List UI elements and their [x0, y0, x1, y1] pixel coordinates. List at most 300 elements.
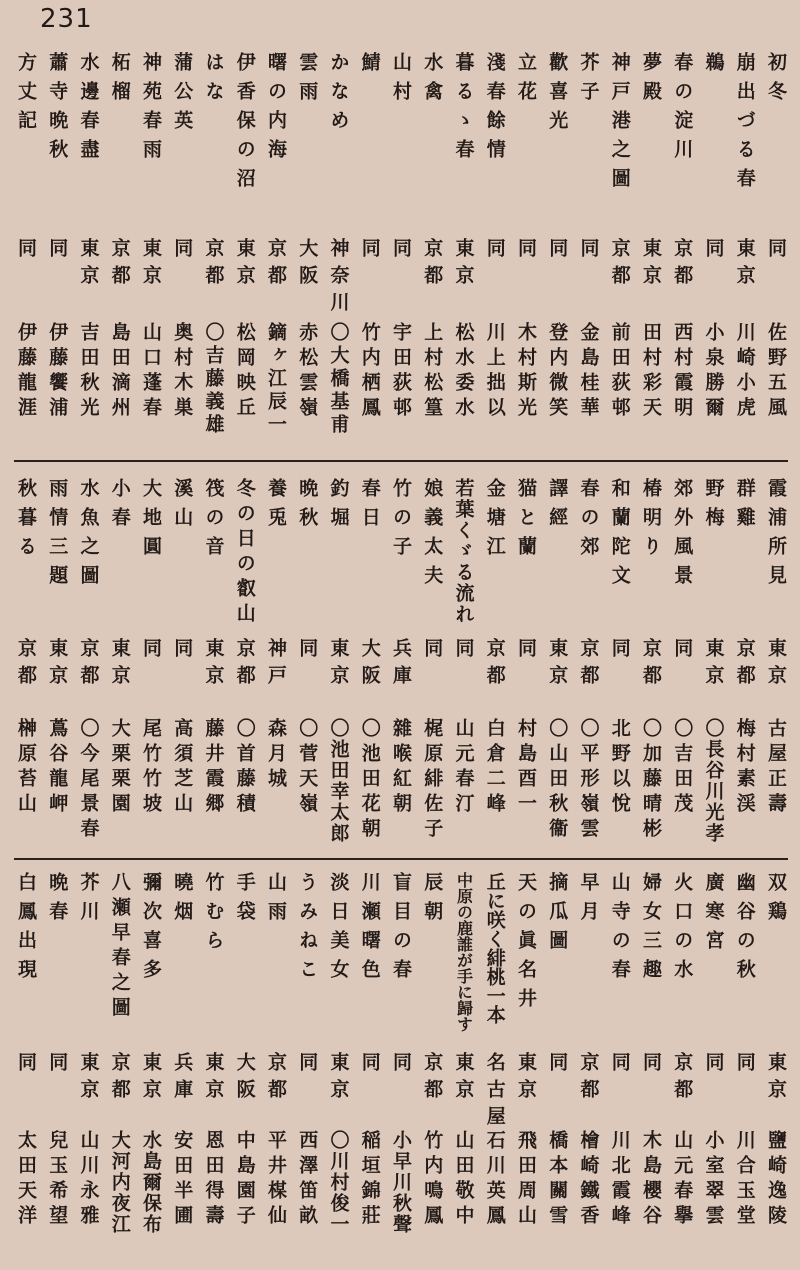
exhibit-entry	[731, 872, 759, 1232]
entry-author: 奥村木巣	[171, 322, 194, 422]
entry-place: 同	[46, 1052, 69, 1079]
entry-title: 手袋	[233, 872, 256, 930]
entry-author: 北野以悅	[608, 718, 631, 818]
entry-title: 神苑春雨	[140, 52, 162, 168]
entry-place: 同	[296, 638, 319, 665]
exhibit-entry	[231, 872, 259, 1232]
entry-title: 春の郊	[577, 478, 600, 565]
exhibit-entry	[168, 872, 196, 1232]
entry-author: 伊藤龍涯	[15, 322, 37, 422]
entry-author: 〇池田花朝	[358, 718, 381, 843]
section-divider	[14, 460, 788, 462]
entry-place: 同	[671, 638, 694, 665]
entry-title: 早月	[577, 872, 600, 930]
exhibit-entry	[700, 478, 728, 846]
exhibit-entry	[293, 478, 321, 846]
exhibit-entry	[387, 872, 415, 1235]
entry-title: 金塘江	[483, 478, 506, 565]
entry-author: 檜崎鐵香	[577, 1130, 600, 1230]
entry-title: 釣堀	[327, 478, 350, 536]
entry-author: 木島櫻谷	[640, 1130, 662, 1230]
entry-author: 金島桂華	[577, 322, 600, 422]
exhibit-entry	[481, 478, 509, 846]
entry-place: 東京	[702, 638, 725, 692]
exhibit-entry	[137, 478, 165, 846]
exhibit-entry	[137, 872, 165, 1235]
entry-place: 京都	[77, 638, 100, 692]
exhibit-entry	[637, 478, 665, 846]
entry-title: 八瀬早春之圖	[108, 872, 131, 1022]
entry-title: 立花	[515, 52, 537, 110]
entry-author: 〇山田秋衞	[546, 718, 569, 843]
exhibit-entry	[106, 478, 134, 846]
entry-place: 同	[483, 238, 506, 265]
entry-author: 登内微笑	[546, 322, 569, 422]
entry-place: 東京	[515, 1052, 537, 1106]
exhibit-entry	[481, 52, 509, 442]
entry-place: 東京	[327, 1052, 350, 1106]
entry-title: 淺春餘情	[483, 52, 506, 168]
entry-place: 東京	[546, 638, 569, 692]
exhibit-entry	[668, 872, 696, 1232]
entry-author: 小室翠雲	[702, 1130, 725, 1230]
entry-title: 芥子	[577, 52, 600, 110]
exhibit-entry	[762, 52, 790, 442]
entry-author: 佐野五風	[765, 322, 787, 422]
entry-title: 群雞	[733, 478, 756, 536]
exhibit-entry	[481, 872, 509, 1232]
exhibit-entry	[731, 52, 759, 442]
entry-place: 同	[608, 1052, 631, 1079]
exhibit-entry	[418, 872, 446, 1232]
entry-author: 水島爾保布	[140, 1130, 162, 1235]
exhibit-entry	[325, 478, 353, 846]
entry-title: 竹むら	[202, 872, 225, 959]
entry-place: 同	[452, 638, 475, 665]
exhibit-entry	[43, 52, 71, 442]
entry-author: 伊藤饗浦	[46, 322, 69, 422]
entry-place: 同	[15, 238, 37, 265]
entry-author: 太田天洋	[15, 1130, 37, 1230]
entry-author: 〇吉田茂	[671, 718, 694, 818]
exhibit-entry	[12, 872, 40, 1232]
entry-place: 東京	[77, 1052, 100, 1106]
exhibit-entry	[762, 478, 790, 846]
entry-title: 方丈記	[15, 52, 37, 139]
exhibit-entry	[75, 872, 103, 1232]
entry-author: 〇吉藤義雄	[202, 322, 225, 437]
exhibit-entry	[106, 52, 134, 442]
entry-title: 曉烟	[171, 872, 194, 930]
entry-place: 同	[733, 1052, 756, 1079]
entry-place: 京都	[733, 638, 756, 692]
exhibit-entry	[200, 872, 228, 1232]
entry-title: 歡喜光	[546, 52, 569, 139]
entry-title: うみねこ	[296, 872, 319, 988]
entry-place: 同	[640, 1052, 662, 1079]
exhibit-entry	[106, 872, 134, 1235]
section-divider	[14, 858, 788, 860]
entry-author: 鹽崎逸陵	[765, 1130, 787, 1230]
entry-place: 同	[358, 238, 381, 265]
entry-author: 稲垣錦莊	[358, 1130, 381, 1230]
entry-title: 晩秋	[296, 478, 319, 536]
entry-author: 〇平形嶺雲	[577, 718, 600, 843]
exhibit-entry	[450, 52, 478, 442]
entry-title: 辰朝	[421, 872, 444, 930]
entry-title: 雲雨	[296, 52, 319, 110]
exhibit-entry	[75, 478, 103, 846]
entry-title: 双鶏	[765, 872, 787, 930]
exhibit-entry	[293, 52, 321, 442]
entry-author: 梶原緋佐子	[421, 718, 444, 843]
entry-title: 春日	[358, 478, 381, 536]
entry-place: 同	[140, 638, 162, 665]
exhibit-entry	[606, 872, 634, 1232]
exhibit-list-section-2	[12, 478, 790, 846]
exhibit-entry	[543, 52, 571, 442]
exhibit-entry	[325, 52, 353, 442]
entry-title: 冬の日の叡山	[233, 478, 256, 628]
entry-place: 同	[171, 638, 194, 665]
entry-place: 同	[15, 1052, 37, 1079]
entry-title: 天の眞名井	[515, 872, 537, 1017]
entry-title: 雨情三題	[46, 478, 69, 594]
entry-author: 小泉勝爾	[702, 322, 725, 422]
entry-place: 東京	[46, 638, 69, 692]
entry-place: 同	[702, 238, 725, 265]
exhibit-entry	[762, 872, 790, 1232]
exhibit-entry	[262, 872, 290, 1232]
entry-author: 川合玉堂	[733, 1130, 756, 1230]
entry-title: 芥川	[77, 872, 100, 930]
entry-title: 蒲公英	[171, 52, 194, 139]
entry-author: 〇今尾景春	[77, 718, 100, 843]
entry-place: 同	[390, 1052, 412, 1079]
entry-author: 鏑ヶ江辰一	[265, 322, 287, 437]
entry-author: 松岡映丘	[233, 322, 256, 422]
exhibit-entry	[387, 52, 415, 442]
entry-author: 宇田荻邨	[390, 322, 412, 422]
entry-title: 大地圓	[140, 478, 162, 565]
exhibit-entry	[356, 872, 384, 1232]
entry-place: 京都	[233, 638, 256, 692]
entry-title: 若葉くゞる流れ	[452, 478, 475, 625]
entry-title: 川瀬曙色	[358, 872, 381, 988]
entry-title: 霞浦所見	[765, 478, 787, 594]
entry-title: 小春	[108, 478, 131, 536]
entry-author: 榊原苔山	[15, 718, 37, 818]
entry-author: 雜喉紅朝	[390, 718, 412, 818]
entry-title: 暮るゝ春	[452, 52, 475, 168]
entry-author: 〇池田幸太郎	[327, 718, 350, 844]
entry-title: 盲目の春	[390, 872, 412, 988]
entry-title: 丘に咲く緋桃一本	[483, 872, 506, 1024]
entry-title: 筏の音	[202, 478, 225, 565]
entry-place: 同	[358, 1052, 381, 1079]
entry-author: 平井楳仙	[265, 1130, 287, 1230]
entry-author: 大栗栗園	[108, 718, 131, 818]
entry-author: 前田荻邨	[608, 322, 631, 422]
entry-author: 上村松篁	[421, 322, 444, 422]
entry-place: 同	[421, 638, 444, 665]
entry-author: 小早川秋聲	[390, 1130, 412, 1235]
entry-author: 山川永雅	[77, 1130, 100, 1230]
entry-title: 曙の内海	[265, 52, 287, 168]
exhibit-entry	[12, 478, 40, 846]
exhibit-entry	[12, 52, 40, 442]
exhibit-entry	[637, 872, 665, 1232]
entry-place: 京都	[577, 638, 600, 692]
exhibit-entry	[137, 52, 165, 442]
exhibit-entry	[543, 872, 571, 1232]
entry-place: 京都	[108, 1052, 131, 1106]
entry-author: 島田滴州	[108, 322, 131, 422]
entry-place: 京都	[15, 638, 37, 692]
entry-author: 梅村素渓	[733, 718, 756, 818]
entry-place: 東京	[452, 1052, 475, 1106]
exhibit-entry	[575, 872, 603, 1232]
entry-author: 吉田秋光	[77, 322, 100, 422]
entry-title: 廣寒宮	[702, 872, 725, 959]
entry-author: 安田半圃	[171, 1130, 194, 1230]
entry-title: 初冬	[765, 52, 787, 110]
entry-place: 同	[46, 238, 69, 265]
entry-title: 春の淀川	[671, 52, 694, 168]
entry-title: 彌次喜多	[140, 872, 162, 988]
exhibit-entry	[512, 478, 540, 846]
entry-author: 森月城	[265, 718, 287, 793]
entry-title: 山寺の春	[608, 872, 631, 988]
entry-title: 野梅	[702, 478, 725, 536]
entry-title: 鵜	[702, 52, 725, 81]
exhibit-entry	[356, 478, 384, 846]
entry-author: 山元春汀	[452, 718, 475, 818]
entry-title: 譯經	[546, 478, 569, 536]
exhibit-entry	[606, 52, 634, 442]
entry-title: はな	[202, 52, 225, 110]
exhibit-entry	[231, 52, 259, 442]
exhibit-entry	[668, 478, 696, 846]
entry-author: 村島酉一	[515, 718, 537, 818]
entry-title: 火口の水	[671, 872, 694, 988]
entry-author: 〇加藤晴彬	[640, 718, 662, 843]
exhibit-entry	[200, 52, 228, 442]
entry-place: 京都	[202, 238, 225, 292]
exhibit-entry	[356, 52, 384, 442]
entry-place: 東京	[77, 238, 100, 292]
entry-author: 〇大橋基甫	[327, 322, 350, 437]
entry-place: 神奈川	[327, 238, 350, 319]
entry-place: 同	[577, 238, 600, 265]
exhibit-entry	[543, 478, 571, 846]
entry-title: 夢殿	[640, 52, 662, 110]
exhibit-entry	[512, 52, 540, 442]
entry-title: 婦女三趣	[640, 872, 662, 988]
entry-title: 中原の鹿誰が手に歸す	[454, 872, 474, 1032]
entry-title: 晩春	[46, 872, 69, 930]
entry-title: 摘瓜圖	[546, 872, 569, 959]
entry-place: 東京	[733, 238, 756, 292]
entry-author: 赤松雲嶺	[296, 322, 319, 422]
exhibit-entry	[637, 52, 665, 442]
entry-place: 東京	[202, 638, 225, 692]
entry-place: 東京	[140, 238, 162, 292]
exhibit-entry	[387, 478, 415, 846]
exhibit-entry	[668, 52, 696, 442]
entry-author: 田村彩天	[640, 322, 662, 422]
entry-place: 名古屋	[483, 1052, 506, 1133]
entry-place: 京都	[265, 238, 287, 292]
entry-place: 同	[296, 1052, 319, 1079]
entry-title: 神戸港之圖	[608, 52, 631, 197]
exhibit-entry	[575, 478, 603, 846]
exhibit-entry	[231, 478, 259, 846]
entry-place: 大阪	[358, 638, 381, 692]
entry-place: 京都	[421, 1052, 444, 1106]
entry-author: 〇菅天嶺	[296, 718, 319, 818]
entry-place: 京都	[608, 238, 631, 292]
entry-place: 大阪	[296, 238, 319, 292]
entry-place: 東京	[765, 1052, 787, 1106]
entry-author: 〇首藤積	[233, 718, 256, 818]
exhibit-entry	[325, 872, 353, 1235]
entry-place: 同	[171, 238, 194, 265]
entry-author: 川崎小虎	[733, 322, 756, 422]
entry-title: 椿明り	[640, 478, 662, 565]
entry-place: 同	[702, 1052, 725, 1079]
exhibit-entry	[418, 52, 446, 442]
entry-title: 水邊春盡	[77, 52, 100, 168]
entry-place: 兵庫	[171, 1052, 194, 1106]
entry-place: 同	[608, 638, 631, 665]
entry-place: 京都	[483, 638, 506, 692]
exhibit-entry	[731, 478, 759, 846]
entry-author: 西村霞明	[671, 322, 694, 422]
entry-place: 東京	[327, 638, 350, 692]
entry-place: 東京	[140, 1052, 162, 1106]
entry-author: 〇川村俊一	[327, 1130, 350, 1235]
exhibit-entry	[418, 478, 446, 846]
exhibit-entry	[700, 872, 728, 1232]
entry-author: 川上拙以	[483, 322, 506, 422]
exhibit-entry	[606, 478, 634, 846]
entry-place: 京都	[108, 238, 131, 292]
entry-title: 崩出づる春	[733, 52, 756, 197]
exhibit-list-section-3	[12, 872, 790, 1235]
entry-place: 同	[765, 238, 787, 265]
entry-title: 淡日美女	[327, 872, 350, 988]
entry-author: 大河内夜江	[108, 1130, 131, 1235]
entry-author: 白倉二峰	[483, 718, 506, 818]
entry-place: 京都	[577, 1052, 600, 1106]
exhibit-entry	[450, 872, 478, 1232]
entry-title: 郊外風景	[671, 478, 694, 594]
exhibit-entry	[43, 478, 71, 846]
entry-author: 古屋正壽	[765, 718, 787, 818]
entry-title: 水魚之圖	[77, 478, 100, 594]
entry-author: 恩田得壽	[202, 1130, 225, 1230]
entry-title: 山村	[390, 52, 412, 110]
entry-author: 藤井霞郷	[202, 718, 225, 818]
entry-author: 竹内栖鳳	[358, 322, 381, 422]
entry-title: 白鳳出現	[15, 872, 37, 988]
entry-place: 京都	[671, 1052, 694, 1106]
entry-title: かなめ	[327, 52, 350, 139]
entry-place: 京都	[421, 238, 444, 292]
entry-place: 東京	[108, 638, 131, 692]
entry-author: 西澤笛畝	[296, 1130, 319, 1230]
exhibit-entry	[75, 52, 103, 442]
entry-title: 蕭寺晩秋	[46, 52, 69, 168]
entry-place: 京都	[640, 638, 662, 692]
exhibit-list-section-1	[12, 52, 790, 442]
exhibit-entry	[700, 52, 728, 442]
entry-place: 同	[515, 638, 537, 665]
entry-author: 竹内鳴鳳	[421, 1130, 444, 1230]
entry-author: 川北霞峰	[608, 1130, 631, 1230]
exhibit-entry	[512, 872, 540, 1232]
entry-author: 兒玉希望	[46, 1130, 69, 1230]
entry-place: 兵庫	[390, 638, 412, 692]
entry-place: 東京	[202, 1052, 225, 1106]
entry-place: 東京	[452, 238, 475, 292]
exhibit-entry	[262, 478, 290, 846]
exhibit-entry	[43, 872, 71, 1232]
entry-place: 京都	[671, 238, 694, 292]
exhibit-entry	[200, 478, 228, 846]
exhibit-entry	[450, 478, 478, 846]
entry-title: 溪山	[171, 478, 194, 536]
exhibit-entry	[168, 52, 196, 442]
entry-title: 鯖	[358, 52, 381, 81]
entry-author: 尾竹竹坡	[140, 718, 162, 818]
entry-place: 神戸	[265, 638, 287, 692]
entry-place: 同	[546, 1052, 569, 1079]
exhibit-entry	[262, 52, 290, 442]
exhibit-entry	[575, 52, 603, 442]
entry-title: 山雨	[265, 872, 287, 930]
entry-title: 柘榴	[108, 52, 131, 110]
entry-place: 東京	[765, 638, 787, 692]
entry-author: 松水委水	[452, 322, 475, 422]
entry-place: 京都	[265, 1052, 287, 1106]
entry-place: 同	[546, 238, 569, 265]
entry-author: 山口蓬春	[140, 322, 162, 422]
entry-title: 娘義太夫	[421, 478, 444, 594]
entry-place: 大阪	[233, 1052, 256, 1106]
entry-title: 水禽	[421, 52, 444, 110]
exhibit-entry	[293, 872, 321, 1232]
exhibit-entry	[168, 478, 196, 846]
entry-author: 〇長谷川光孝	[702, 718, 725, 844]
entry-author: 山元春擧	[671, 1130, 694, 1230]
entry-title: 猫と蘭	[515, 478, 537, 565]
page-number: 231	[40, 4, 93, 34]
entry-title: 養兎	[265, 478, 287, 536]
entry-author: 高須芝山	[171, 718, 194, 818]
entry-author: 木村斯光	[515, 322, 537, 422]
entry-place: 同	[390, 238, 412, 265]
entry-author: 石川英鳳	[483, 1130, 506, 1230]
entry-title: 伊香保の沼	[233, 52, 256, 197]
entry-author: 山田敬中	[452, 1130, 475, 1230]
entry-title: 幽谷の秋	[733, 872, 756, 988]
entry-title: 竹の子	[390, 478, 412, 565]
entry-place: 同	[515, 238, 537, 265]
entry-title: 秋暮る	[15, 478, 37, 565]
entry-author: 蔦谷龍岬	[46, 718, 69, 818]
